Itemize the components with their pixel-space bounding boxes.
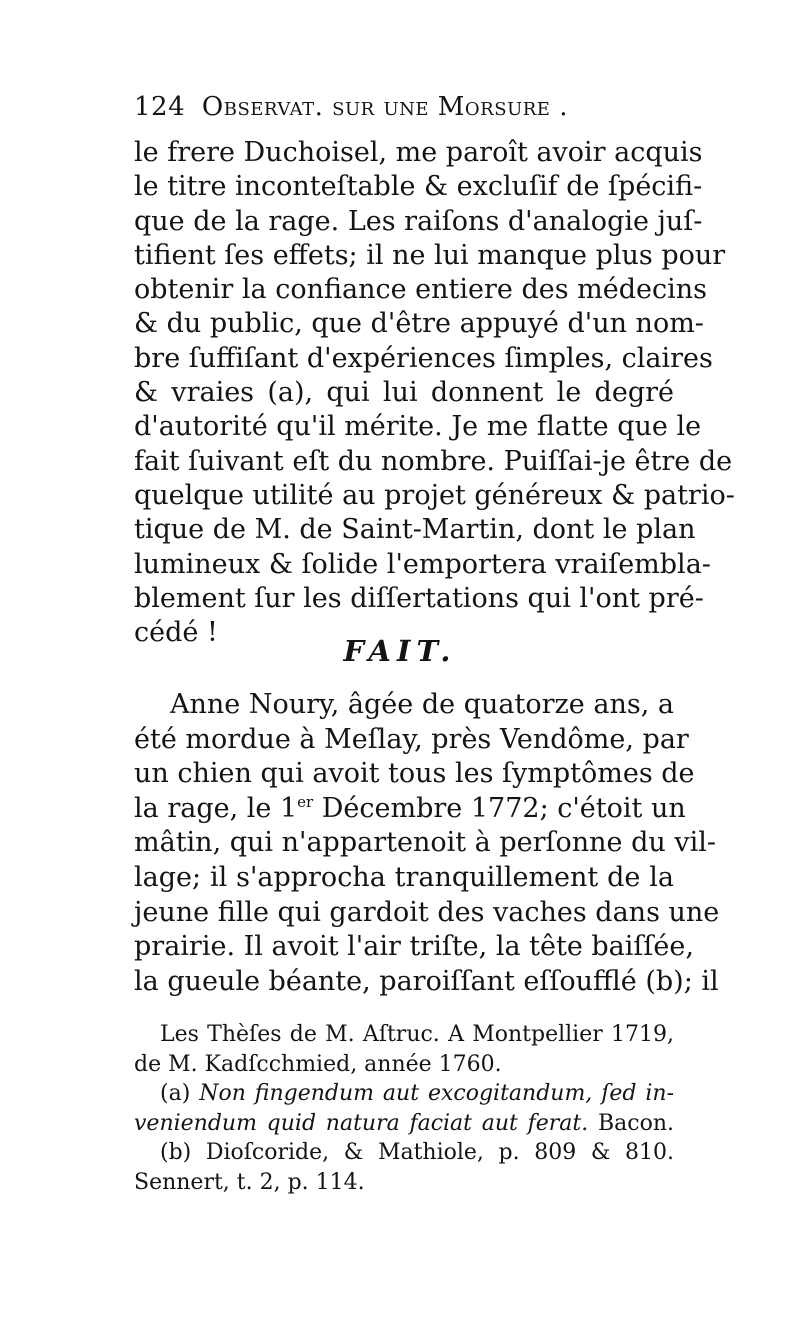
superscript: er bbox=[297, 792, 314, 811]
footnote-a-line bbox=[134, 1109, 674, 1139]
footnote-b-line: Sennert, t. 2, p. 114. bbox=[134, 1169, 365, 1195]
footnote-text: Dioſcoride, & Mathiole, p. 809 & 810. bbox=[205, 1140, 674, 1165]
text-line: fait ſuivant eſt du nombre. Puiſſai-je être de bbox=[134, 445, 733, 477]
text-line: mâtin, qui n'appartenoit à perſonne du vil- bbox=[134, 827, 716, 859]
text-line: que de la rage. Les raiſons d'analogie juſ- bbox=[134, 205, 703, 237]
footnote-line: Les Thèſes de M. Aſtruc. A Montpellier 1719, bbox=[160, 1022, 674, 1047]
text-line: & du public, que d'être appuyé d'un nom- bbox=[134, 308, 704, 340]
text-line: lumineux & ſolide l'emportera vraiſembla- bbox=[134, 548, 711, 580]
text-line: cédé ! bbox=[134, 617, 218, 649]
footnotes bbox=[134, 1020, 674, 1197]
text-line: la gueule béante, paroiſſant eſſoufflé (b); il bbox=[134, 965, 719, 997]
text-fragment: la rage, le 1 bbox=[134, 792, 298, 824]
footnote-quote: Non fingendum aut excogitandum, ſed in- bbox=[199, 1081, 675, 1106]
text-line: tique de M. de Saint-Martin, dont le plan bbox=[134, 514, 696, 546]
paragraph-1 bbox=[134, 136, 735, 650]
footnote-mark: (a) bbox=[160, 1081, 191, 1106]
text-line: prairie. Il avoit l'air triſte, la tête baiſſée, bbox=[134, 931, 694, 963]
text-line: le titre inconteſtable & excluſif de ſpécifi- bbox=[134, 171, 703, 203]
footnote-quote: veniendum quid natura faciat aut ferat. bbox=[134, 1110, 589, 1136]
footnote-author: Bacon. bbox=[597, 1110, 674, 1136]
text-line: obtenir la confiance entiere des médecins bbox=[134, 274, 707, 306]
footnote-line: de M. Kadſcchmied, année 1760. bbox=[134, 1051, 502, 1077]
text-line: lage; il s'approcha tranquillement de la bbox=[134, 861, 674, 893]
text-line: Anne Noury, âgée de quatorze ans, a bbox=[170, 689, 674, 720]
text-line: jeune fille qui gardoit des vaches dans une bbox=[134, 896, 720, 928]
text-line: blement ſur les diſſertations qui l'ont pré- bbox=[134, 582, 704, 614]
running-header bbox=[134, 92, 674, 122]
footnote-mark: (b) bbox=[160, 1140, 192, 1165]
text-line: & vraies (a), qui lui donnent le degré bbox=[134, 377, 674, 409]
footnote-a-line bbox=[134, 1079, 674, 1109]
section-title: FAIT. bbox=[343, 634, 457, 668]
text-line: un chien qui avoit tous les ſymptômes de bbox=[134, 758, 695, 790]
text-line: quelque utilité au projet généreux & patrio- bbox=[134, 479, 735, 511]
text-line: bre ſuffiſant d'expériences ſimples, claires bbox=[134, 342, 713, 374]
text-line: tifient ſes effets; il ne lui manque plus pour bbox=[134, 239, 726, 271]
text-line: été mordue à Meſlay, près Vendôme, par bbox=[134, 723, 689, 755]
paragraph-2 bbox=[134, 688, 720, 999]
header-title: Observat. sur une Morsure . bbox=[201, 92, 568, 122]
text-line: le frere Duchoisel, me paroît avoir acquis bbox=[134, 137, 703, 168]
text-fragment: Décembre 1772; c'étoit un bbox=[313, 792, 686, 824]
page-number: 124 bbox=[134, 92, 186, 122]
footnote-b-line bbox=[134, 1138, 674, 1168]
text-line: d'autorité qu'il mérite. Je me flatte que le bbox=[134, 411, 702, 443]
text-line bbox=[134, 792, 686, 827]
